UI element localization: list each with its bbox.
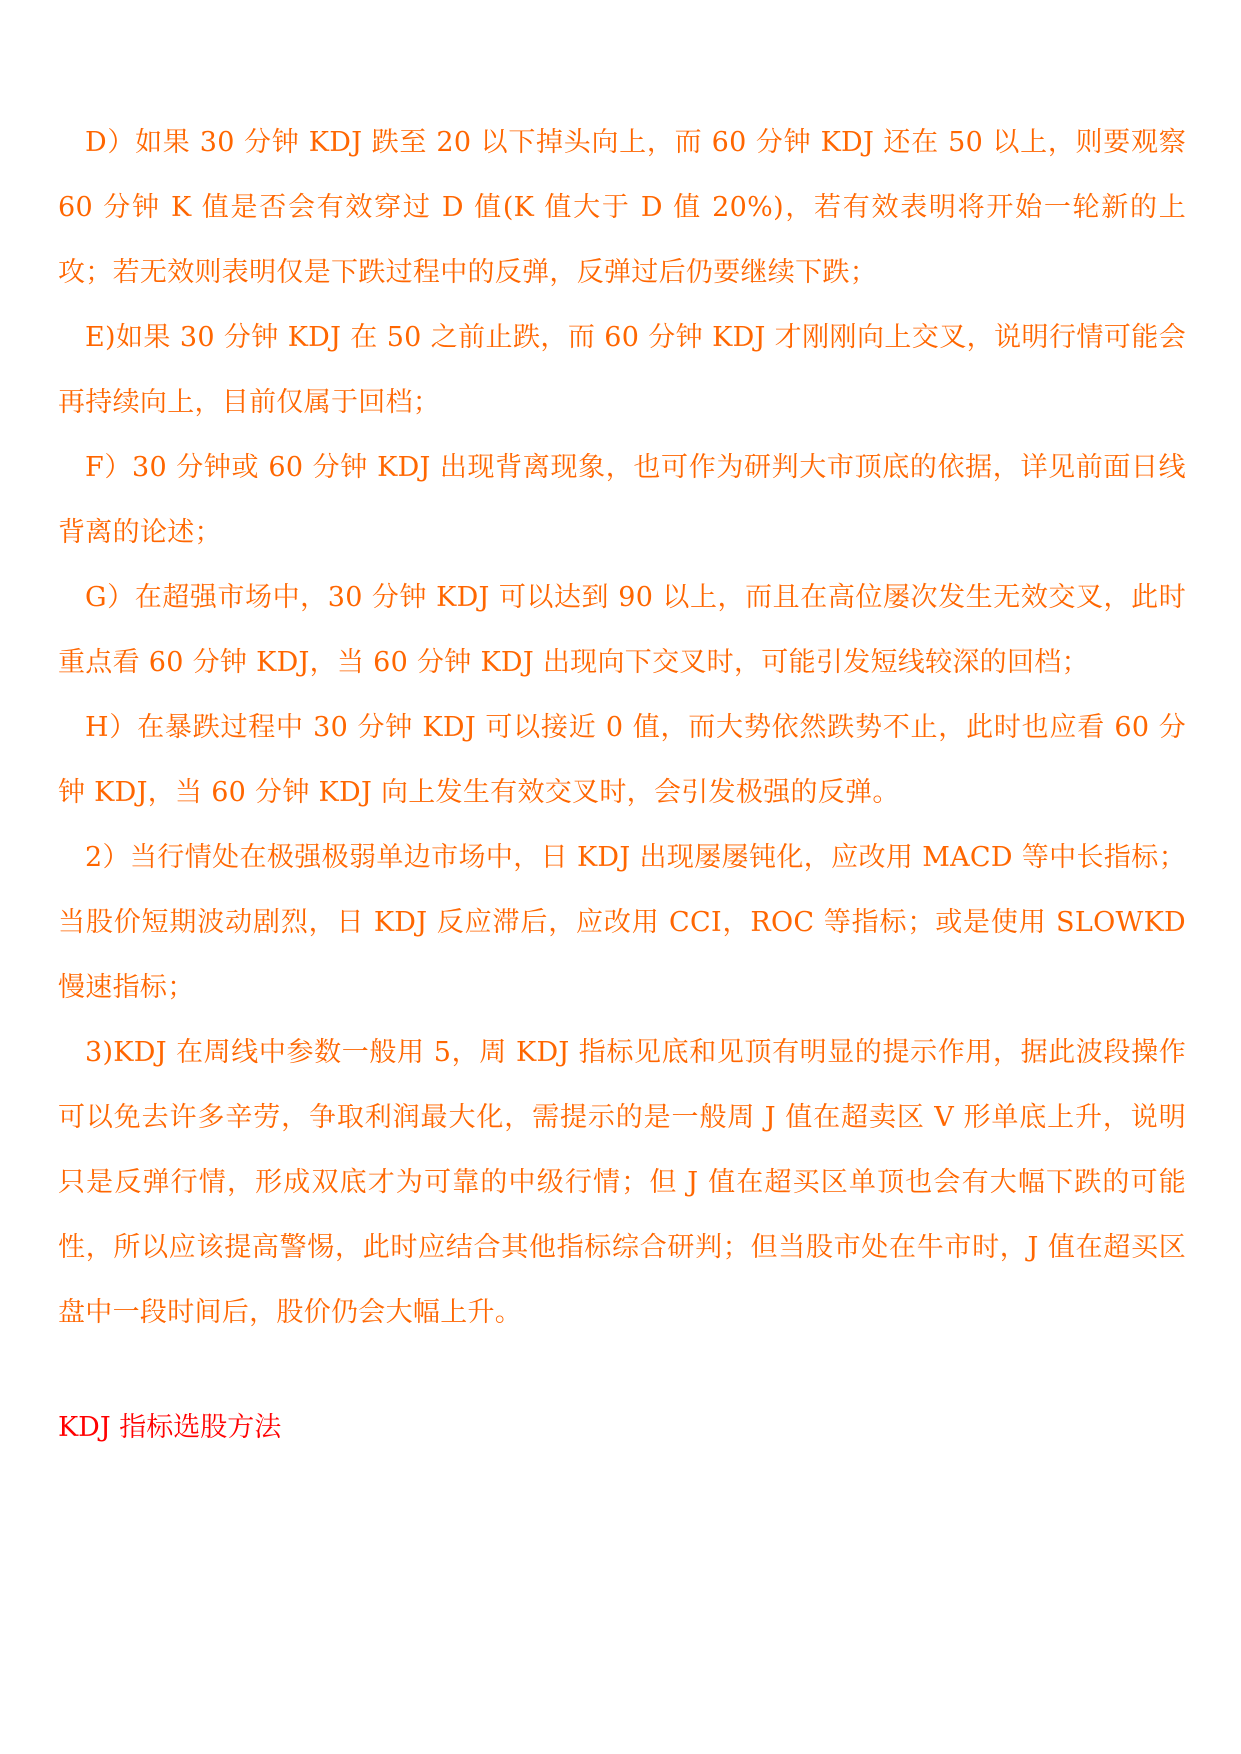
section-heading: KDJ 指标选股方法: [58, 1412, 282, 1443]
paragraph-g: G）在超强市场中，30 分钟 KDJ 可以达到 90 以上，而且在高位屡次发生无效交叉，此时重点看 60 分钟 KDJ，当 60 分钟 KDJ 出现向下交叉时，可能引发短线较深的回档；: [58, 582, 1186, 678]
paragraph-f: F）30 分钟或 60 分钟 KDJ 出现背离现象，也可作为研判大市顶底的依据，详见前面日线背离的论述；: [58, 452, 1186, 548]
paragraph-e: E)如果 30 分钟 KDJ 在 50 之前止跌，而 60 分钟 KDJ 才刚刚向上交叉，说明行情可能会再持续向上，目前仅属于回档；: [58, 322, 1186, 418]
paragraph-2: 2）当行情处在极强极弱单边市场中，日 KDJ 出现屡屡钝化，应改用 MACD 等中长指标；当股价短期波动剧烈，日 KDJ 反应滞后，应改用 CCI，ROC 等指标；或是使用 SLOWKD 慢速指标；: [58, 842, 1186, 1003]
paragraph-d: D）如果 30 分钟 KDJ 跌至 20 以下掉头向上，而 60 分钟 KDJ 还在 50 以上，则要观察 60 分钟 K 值是否会有效穿过 D 值(K 值大于 D 值 20%)，若有效表明将开始一轮新的上攻；若无效则表明仅是下跌过程中的反弹，反弹过后仍要继续下跌；: [58, 127, 1186, 288]
paragraph-3: 3)KDJ 在周线中参数一般用 5，周 KDJ 指标见底和见顶有明显的提示作用，据此波段操作可以免去许多辛劳，争取利润最大化，需提示的是一般周 J 值在超卖区 V 形单底上升，说明只是反弹行情，形成双底才为可靠的中级行情；但 J 值在超买区单顶也会有大幅下跌的可能性，所以应该提高警惕，此时应结合其他指标综合研判；但当股市处在牛市时，J 值在超买区盘中一段时间后，股价仍会大幅上升。: [58, 1037, 1186, 1328]
paragraph-h: H）在暴跌过程中 30 分钟 KDJ 可以接近 0 值，而大势依然跌势不止，此时也应看 60 分钟 KDJ，当 60 分钟 KDJ 向上发生有效交叉时，会引发极强的反弹。: [58, 712, 1186, 808]
body-text: [58, 110, 1186, 1345]
